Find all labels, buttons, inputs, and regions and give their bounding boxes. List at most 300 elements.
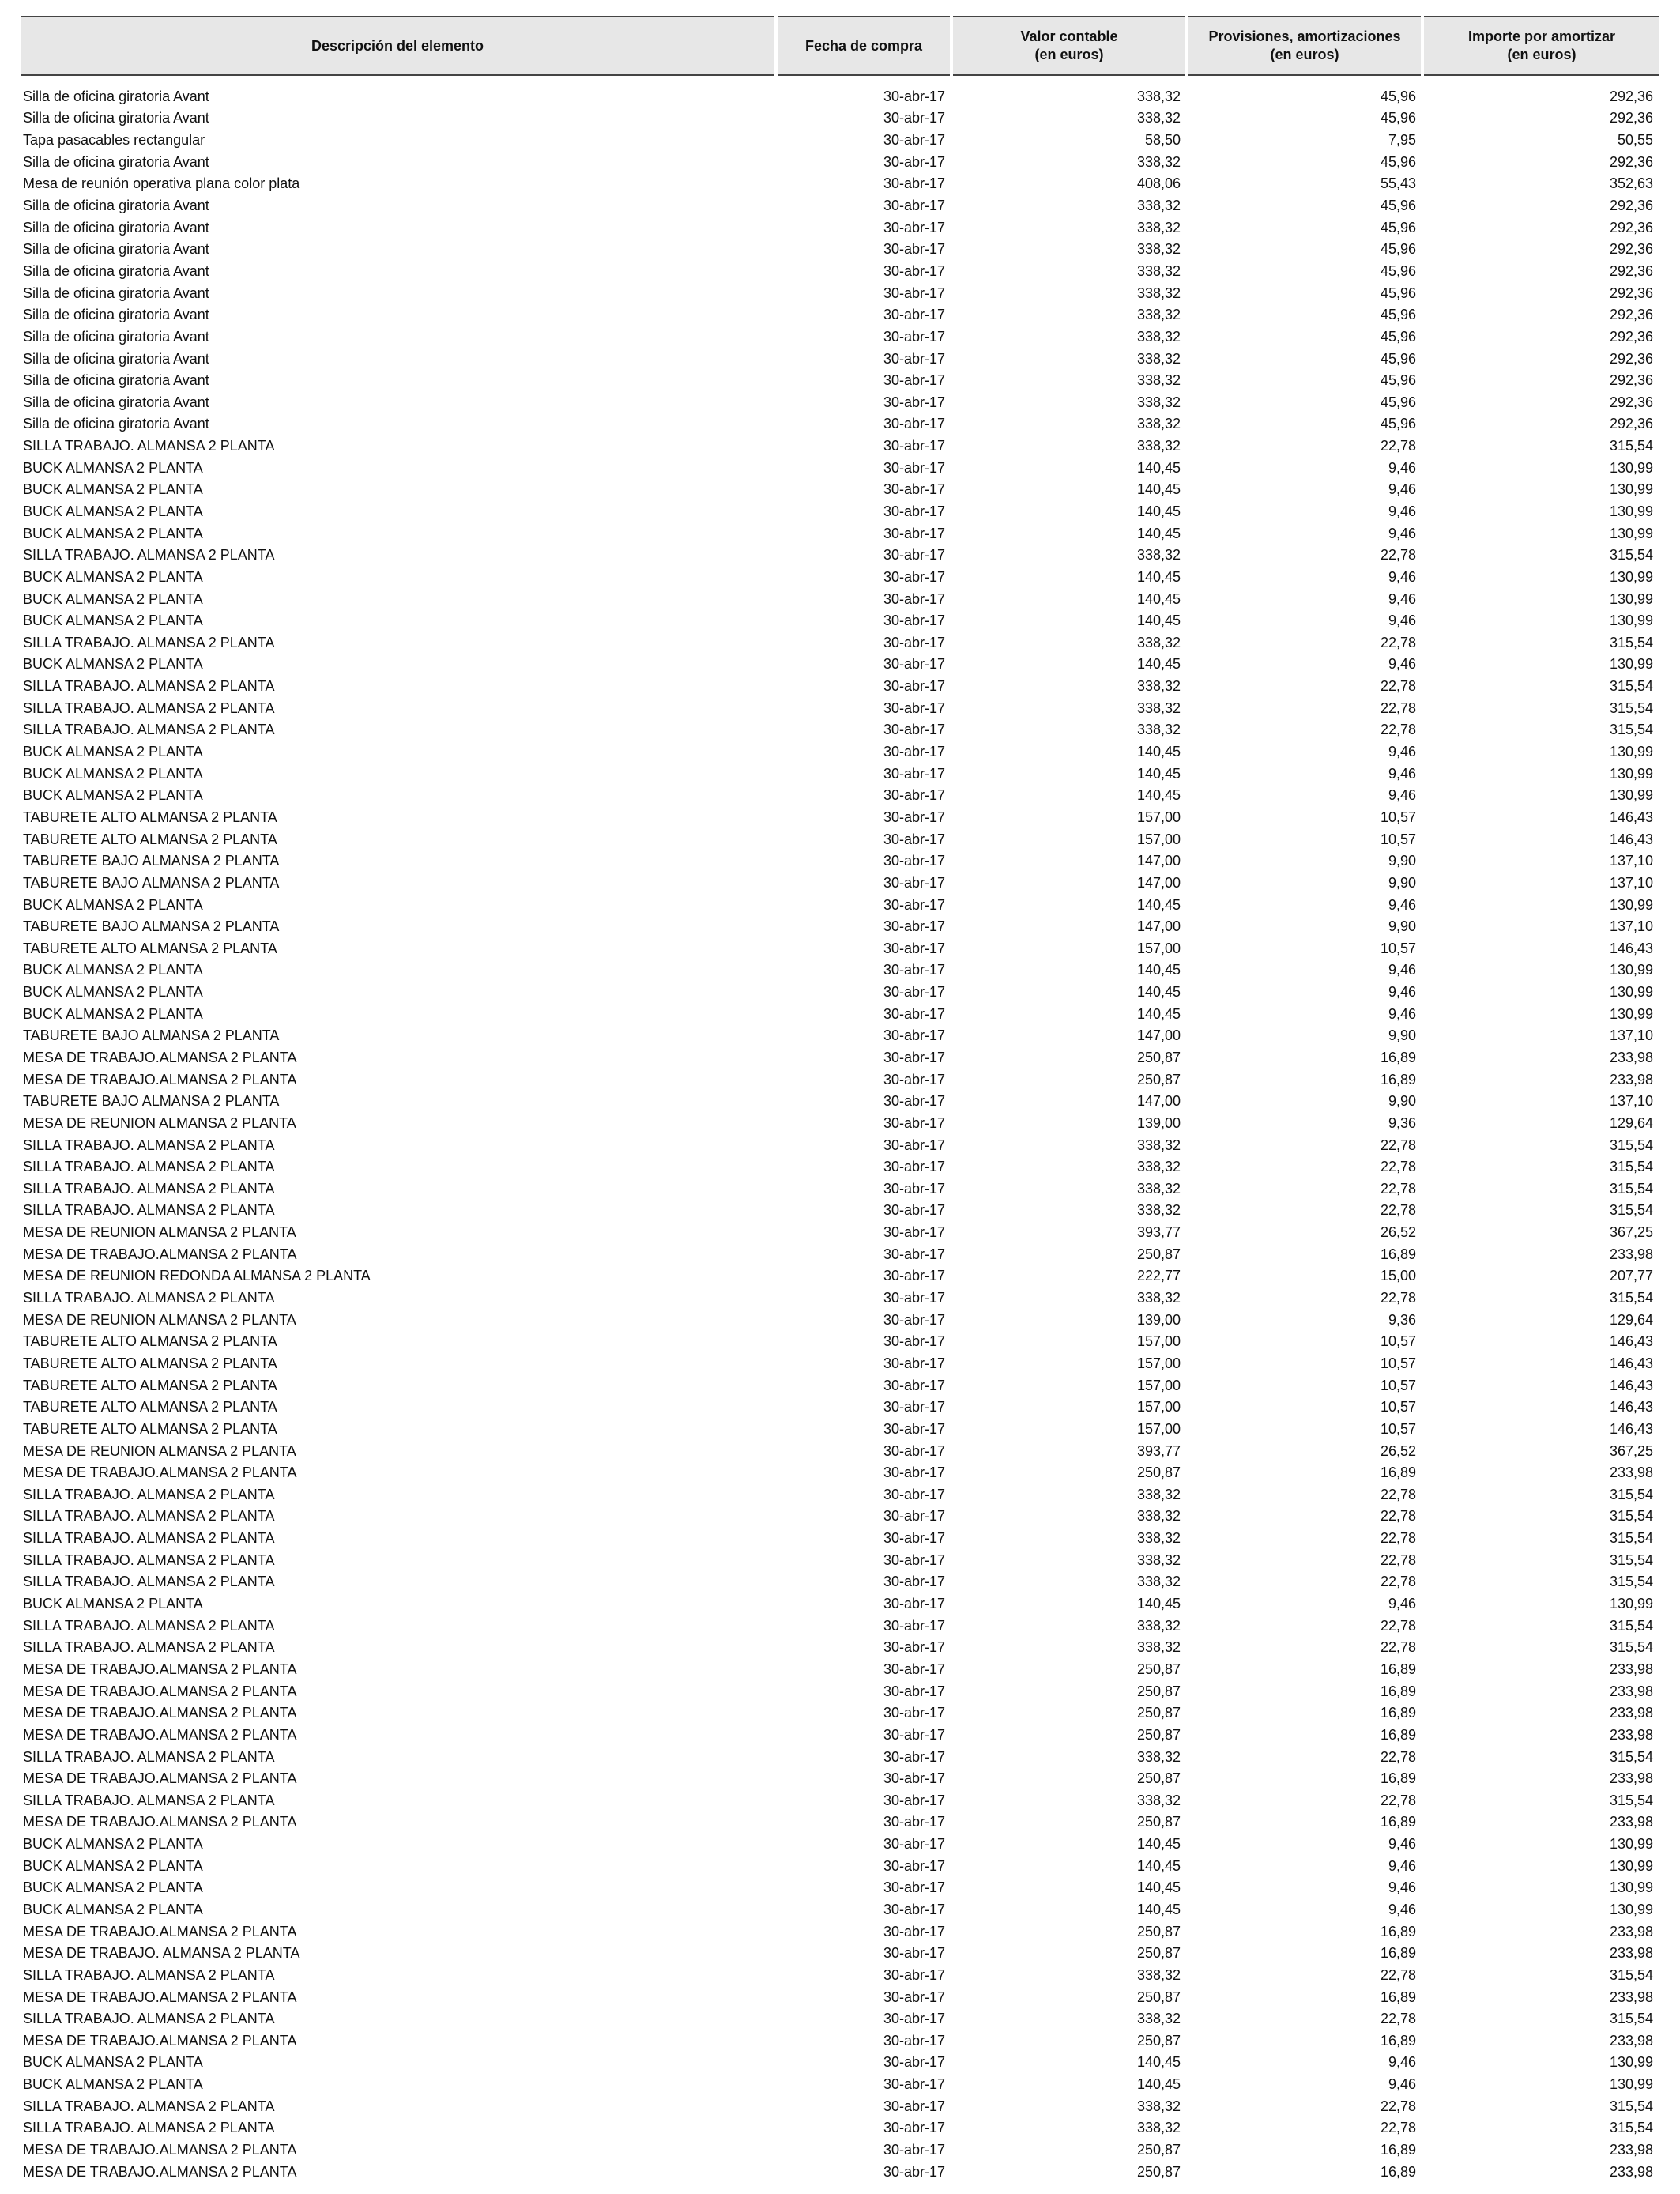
table-row — [21, 1855, 1659, 1877]
cell-amount-to-amortize: 130,99 — [1609, 787, 1653, 804]
cell-amount-to-amortize: 315,54 — [1609, 1508, 1653, 1525]
cell-provisions: 22,78 — [1380, 1137, 1416, 1153]
cell-book-value: 140,45 — [1136, 590, 1181, 607]
cell-purchase-date: 30-abr-17 — [883, 1333, 945, 1350]
cell-description: Silla de oficina giratoria Avant — [23, 372, 209, 389]
cell-purchase-date: 30-abr-17 — [883, 656, 945, 673]
cell-purchase-date: 30-abr-17 — [883, 1530, 945, 1547]
cell-description: BUCK ALMANSA 2 PLANTA — [23, 1005, 203, 1022]
table-row — [21, 1549, 1659, 1571]
cell-description: SILLA TRABAJO. ALMANSA 2 PLANTA — [23, 699, 275, 716]
cell-description: MESA DE TRABAJO.ALMANSA 2 PLANTA — [23, 1989, 297, 2005]
cell-purchase-date: 30-abr-17 — [883, 1050, 945, 1065]
cell-provisions: 45,96 — [1380, 328, 1416, 345]
cell-book-value: 140,45 — [1136, 765, 1181, 782]
cell-description: Silla de oficina giratoria Avant — [23, 416, 209, 432]
table-row — [21, 1942, 1659, 1964]
cell-provisions: 45,96 — [1380, 394, 1416, 410]
cell-amount-to-amortize: 130,99 — [1609, 590, 1653, 607]
cell-book-value: 250,87 — [1136, 1989, 1181, 2005]
table-row — [21, 1069, 1659, 1091]
cell-description: SILLA TRABAJO. ALMANSA 2 PLANTA — [23, 547, 275, 564]
cell-provisions: 10,57 — [1380, 1355, 1416, 1371]
cell-amount-to-amortize: 146,43 — [1609, 831, 1653, 847]
cell-description: BUCK ALMANSA 2 PLANTA — [23, 656, 203, 673]
cell-description: SILLA TRABAJO. ALMANSA 2 PLANTA — [23, 1180, 275, 1197]
cell-provisions: 9,46 — [1388, 2076, 1416, 2093]
cell-description: TABURETE ALTO ALMANSA 2 PLANTA — [23, 1420, 277, 1437]
table-row — [21, 238, 1659, 260]
cell-book-value: 338,32 — [1136, 1748, 1181, 1765]
cell-provisions: 9,46 — [1388, 503, 1416, 519]
cell-description: MESA DE TRABAJO.ALMANSA 2 PLANTA — [23, 1050, 297, 1065]
cell-provisions: 9,46 — [1388, 590, 1416, 607]
cell-purchase-date: 30-abr-17 — [883, 132, 945, 149]
cell-purchase-date: 30-abr-17 — [883, 1551, 945, 1568]
cell-book-value: 338,32 — [1136, 1551, 1181, 1568]
table-row — [21, 1877, 1659, 1899]
cell-book-value: 140,45 — [1136, 613, 1181, 629]
cell-purchase-date: 30-abr-17 — [883, 2032, 945, 2049]
table-row — [21, 2007, 1659, 2030]
cell-book-value: 338,32 — [1136, 1180, 1181, 1197]
cell-provisions: 16,89 — [1380, 2163, 1416, 2180]
table-row — [21, 1658, 1659, 1680]
cell-purchase-date: 30-abr-17 — [883, 1617, 945, 1634]
cell-book-value: 140,45 — [1136, 1901, 1181, 1917]
cell-provisions: 22,78 — [1380, 1202, 1416, 1219]
cell-amount-to-amortize: 130,99 — [1609, 503, 1653, 519]
cell-book-value: 338,32 — [1136, 2098, 1181, 2114]
cell-provisions: 9,90 — [1388, 853, 1416, 869]
cell-purchase-date: 30-abr-17 — [883, 547, 945, 564]
cell-book-value: 140,45 — [1136, 656, 1181, 673]
cell-description: TABURETE BAJO ALMANSA 2 PLANTA — [23, 1027, 280, 1044]
cell-provisions: 45,96 — [1380, 372, 1416, 389]
cell-purchase-date: 30-abr-17 — [883, 2076, 945, 2093]
cell-description: MESA DE TRABAJO.ALMANSA 2 PLANTA — [23, 1814, 297, 1830]
cell-provisions: 9,46 — [1388, 787, 1416, 804]
cell-amount-to-amortize: 292,36 — [1609, 328, 1653, 345]
cell-provisions: 22,78 — [1380, 1617, 1416, 1634]
cell-purchase-date: 30-abr-17 — [883, 568, 945, 585]
table-row — [21, 915, 1659, 937]
cell-book-value: 157,00 — [1136, 1399, 1181, 1416]
cell-purchase-date: 30-abr-17 — [883, 2011, 945, 2027]
cell-description: TABURETE ALTO ALMANSA 2 PLANTA — [23, 1377, 277, 1393]
cell-book-value: 338,32 — [1136, 1137, 1181, 1153]
cell-description: BUCK ALMANSA 2 PLANTA — [23, 744, 203, 760]
cell-purchase-date: 30-abr-17 — [883, 2120, 945, 2136]
cell-amount-to-amortize: 146,43 — [1609, 940, 1653, 956]
cell-purchase-date: 30-abr-17 — [883, 219, 945, 236]
cell-provisions: 9,46 — [1388, 1836, 1416, 1853]
cell-provisions: 22,78 — [1380, 699, 1416, 716]
cell-amount-to-amortize: 130,99 — [1609, 744, 1653, 760]
cell-provisions: 16,89 — [1380, 1071, 1416, 1088]
cell-description: BUCK ALMANSA 2 PLANTA — [23, 984, 203, 1001]
cell-provisions: 16,89 — [1380, 2032, 1416, 2049]
cell-amount-to-amortize: 233,98 — [1609, 2032, 1653, 2049]
cell-provisions: 26,52 — [1380, 1442, 1416, 1459]
table-row — [21, 828, 1659, 850]
cell-amount-to-amortize: 315,54 — [1609, 1966, 1653, 1983]
table-row — [21, 806, 1659, 828]
cell-provisions: 9,46 — [1388, 896, 1416, 913]
table-row — [21, 785, 1659, 807]
cell-description: MESA DE TRABAJO.ALMANSA 2 PLANTA — [23, 1465, 297, 1481]
table-row — [21, 1090, 1659, 1112]
cell-amount-to-amortize: 292,36 — [1609, 198, 1653, 214]
table-row — [21, 654, 1659, 676]
cell-description: MESA DE REUNION REDONDA ALMANSA 2 PLANTA — [23, 1268, 371, 1284]
cell-book-value: 139,00 — [1136, 1114, 1181, 1131]
cell-book-value: 250,87 — [1136, 2032, 1181, 2049]
cell-amount-to-amortize: 146,43 — [1609, 1420, 1653, 1437]
table-row — [21, 1767, 1659, 1789]
cell-amount-to-amortize: 130,99 — [1609, 1596, 1653, 1612]
cell-provisions: 16,89 — [1380, 1989, 1416, 2005]
cell-provisions: 16,89 — [1380, 1923, 1416, 1940]
cell-purchase-date: 30-abr-17 — [883, 1683, 945, 1699]
cell-description: MESA DE TRABAJO.ALMANSA 2 PLANTA — [23, 2142, 297, 2158]
table-row — [21, 1396, 1659, 1418]
cell-book-value: 147,00 — [1136, 874, 1181, 891]
table-row — [21, 326, 1659, 348]
cell-book-value: 338,32 — [1136, 1290, 1181, 1306]
cell-description: BUCK ALMANSA 2 PLANTA — [23, 613, 203, 629]
cell-purchase-date: 30-abr-17 — [883, 153, 945, 170]
table-row — [21, 1418, 1659, 1440]
cell-description: Silla de oficina giratoria Avant — [23, 198, 209, 214]
cell-description: BUCK ALMANSA 2 PLANTA — [23, 1836, 203, 1853]
cell-amount-to-amortize: 233,98 — [1609, 1246, 1653, 1262]
table-row — [21, 1352, 1659, 1374]
table-row — [21, 1746, 1659, 1768]
cell-book-value: 250,87 — [1136, 1465, 1181, 1481]
cell-purchase-date: 30-abr-17 — [883, 110, 945, 126]
table-row — [21, 1243, 1659, 1265]
table-row — [21, 544, 1659, 566]
cell-purchase-date: 30-abr-17 — [883, 285, 945, 301]
table-row — [21, 1833, 1659, 1855]
table-row — [21, 2095, 1659, 2117]
cell-description: MESA DE TRABAJO.ALMANSA 2 PLANTA — [23, 1683, 297, 1699]
cell-provisions: 10,57 — [1380, 1399, 1416, 1416]
table-row — [21, 129, 1659, 151]
cell-book-value: 338,32 — [1136, 1508, 1181, 1525]
cell-amount-to-amortize: 129,64 — [1609, 1114, 1653, 1131]
cell-description: TABURETE ALTO ALMANSA 2 PLANTA — [23, 1355, 277, 1371]
cell-purchase-date: 30-abr-17 — [883, 1792, 945, 1808]
cell-description: Tapa pasacables rectangular — [23, 132, 205, 149]
cell-description: SILLA TRABAJO. ALMANSA 2 PLANTA — [23, 1486, 275, 1502]
cell-book-value: 140,45 — [1136, 503, 1181, 519]
cell-purchase-date: 30-abr-17 — [883, 1770, 945, 1787]
cell-book-value: 338,32 — [1136, 307, 1181, 323]
cell-purchase-date: 30-abr-17 — [883, 438, 945, 454]
cell-book-value: 250,87 — [1136, 1770, 1181, 1787]
cell-provisions: 16,89 — [1380, 1726, 1416, 1743]
cell-amount-to-amortize: 233,98 — [1609, 1071, 1653, 1088]
cell-description: Silla de oficina giratoria Avant — [23, 153, 209, 170]
cell-purchase-date: 30-abr-17 — [883, 1071, 945, 1088]
cell-description: BUCK ALMANSA 2 PLANTA — [23, 459, 203, 476]
cell-amount-to-amortize: 146,43 — [1609, 1377, 1653, 1393]
cell-amount-to-amortize: 233,98 — [1609, 1050, 1653, 1065]
cell-description: SILLA TRABAJO. ALMANSA 2 PLANTA — [23, 1508, 275, 1525]
cell-provisions: 9,36 — [1388, 1114, 1416, 1131]
cell-provisions: 45,96 — [1380, 262, 1416, 279]
cell-purchase-date: 30-abr-17 — [883, 503, 945, 519]
cell-description: TABURETE BAJO ALMANSA 2 PLANTA — [23, 1093, 280, 1110]
cell-purchase-date: 30-abr-17 — [883, 1377, 945, 1393]
cell-amount-to-amortize: 292,36 — [1609, 241, 1653, 258]
cell-book-value: 140,45 — [1136, 1836, 1181, 1853]
cell-description: SILLA TRABAJO. ALMANSA 2 PLANTA — [23, 1792, 275, 1808]
cell-description: BUCK ALMANSA 2 PLANTA — [23, 525, 203, 541]
cell-description: BUCK ALMANSA 2 PLANTA — [23, 765, 203, 782]
cell-provisions: 16,89 — [1380, 1246, 1416, 1262]
cell-provisions: 9,46 — [1388, 984, 1416, 1001]
table-row — [21, 1046, 1659, 1069]
table-row — [21, 719, 1659, 741]
cell-amount-to-amortize: 315,54 — [1609, 2120, 1653, 2136]
cell-amount-to-amortize: 130,99 — [1609, 481, 1653, 498]
cell-description: SILLA TRABAJO. ALMANSA 2 PLANTA — [23, 1617, 275, 1634]
cell-amount-to-amortize: 315,54 — [1609, 1486, 1653, 1502]
cell-description: Silla de oficina giratoria Avant — [23, 219, 209, 236]
cell-description: BUCK ALMANSA 2 PLANTA — [23, 896, 203, 913]
cell-book-value: 58,50 — [1144, 132, 1181, 149]
cell-purchase-date: 30-abr-17 — [883, 1268, 945, 1284]
table-row — [21, 872, 1659, 894]
cell-description: MESA DE TRABAJO.ALMANSA 2 PLANTA — [23, 1246, 297, 1262]
table-row — [21, 1636, 1659, 1658]
cell-provisions: 22,78 — [1380, 722, 1416, 738]
cell-provisions: 9,46 — [1388, 744, 1416, 760]
cell-amount-to-amortize: 130,99 — [1609, 1005, 1653, 1022]
cell-description: TABURETE BAJO ALMANSA 2 PLANTA — [23, 874, 280, 891]
cell-provisions: 45,96 — [1380, 416, 1416, 432]
cell-purchase-date: 30-abr-17 — [883, 328, 945, 345]
cell-provisions: 45,96 — [1380, 285, 1416, 301]
cell-amount-to-amortize: 137,10 — [1609, 853, 1653, 869]
cell-provisions: 9,46 — [1388, 1901, 1416, 1917]
cell-book-value: 338,32 — [1136, 241, 1181, 258]
table-row — [21, 1615, 1659, 1637]
cell-provisions: 22,78 — [1380, 2120, 1416, 2136]
cell-amount-to-amortize: 315,54 — [1609, 438, 1653, 454]
cell-provisions: 45,96 — [1380, 88, 1416, 104]
cell-provisions: 22,78 — [1380, 678, 1416, 695]
table-row — [21, 2073, 1659, 2095]
cell-purchase-date: 30-abr-17 — [883, 241, 945, 258]
cell-amount-to-amortize: 367,25 — [1609, 1442, 1653, 1459]
cell-amount-to-amortize: 233,98 — [1609, 1661, 1653, 1677]
cell-amount-to-amortize: 130,99 — [1609, 984, 1653, 1001]
cell-book-value: 140,45 — [1136, 1005, 1181, 1022]
cell-amount-to-amortize: 130,99 — [1609, 459, 1653, 476]
table-row — [21, 937, 1659, 959]
cell-provisions: 45,96 — [1380, 350, 1416, 367]
cell-description: BUCK ALMANSA 2 PLANTA — [23, 568, 203, 585]
table-row — [21, 457, 1659, 479]
cell-book-value: 140,45 — [1136, 525, 1181, 541]
cell-provisions: 9,90 — [1388, 874, 1416, 891]
table-row — [21, 741, 1659, 763]
cell-purchase-date: 30-abr-17 — [883, 1879, 945, 1896]
cell-provisions: 9,46 — [1388, 525, 1416, 541]
cell-book-value: 338,32 — [1136, 1966, 1181, 1983]
cell-purchase-date: 30-abr-17 — [883, 1989, 945, 2005]
cell-amount-to-amortize: 233,98 — [1609, 1683, 1653, 1699]
cell-amount-to-amortize: 130,99 — [1609, 2076, 1653, 2093]
cell-provisions: 9,46 — [1388, 765, 1416, 782]
cell-description: BUCK ALMANSA 2 PLANTA — [23, 481, 203, 498]
cell-book-value: 338,32 — [1136, 198, 1181, 214]
cell-amount-to-amortize: 292,36 — [1609, 307, 1653, 323]
cell-provisions: 9,90 — [1388, 1027, 1416, 1044]
cell-purchase-date: 30-abr-17 — [883, 809, 945, 825]
cell-amount-to-amortize: 315,54 — [1609, 1530, 1653, 1547]
cell-description: TABURETE BAJO ALMANSA 2 PLANTA — [23, 853, 280, 869]
cell-amount-to-amortize: 233,98 — [1609, 1945, 1653, 1962]
cell-amount-to-amortize: 50,55 — [1617, 132, 1653, 149]
cell-book-value: 250,87 — [1136, 1923, 1181, 1940]
cell-book-value: 338,32 — [1136, 699, 1181, 716]
table-row — [21, 85, 1659, 107]
cell-description: SILLA TRABAJO. ALMANSA 2 PLANTA — [23, 1137, 275, 1153]
cell-book-value: 140,45 — [1136, 787, 1181, 804]
cell-purchase-date: 30-abr-17 — [883, 1246, 945, 1262]
table-row — [21, 173, 1659, 195]
cell-description: BUCK ALMANSA 2 PLANTA — [23, 503, 203, 519]
cell-provisions: 45,96 — [1380, 241, 1416, 258]
cell-description: SILLA TRABAJO. ALMANSA 2 PLANTA — [23, 438, 275, 454]
table-row — [21, 282, 1659, 304]
cell-purchase-date: 30-abr-17 — [883, 394, 945, 410]
table-row — [21, 500, 1659, 522]
cell-description: BUCK ALMANSA 2 PLANTA — [23, 962, 203, 978]
cell-amount-to-amortize: 292,36 — [1609, 262, 1653, 279]
cell-amount-to-amortize: 292,36 — [1609, 88, 1653, 104]
cell-description: TABURETE ALTO ALMANSA 2 PLANTA — [23, 831, 277, 847]
table-row — [21, 1593, 1659, 1615]
cell-amount-to-amortize: 207,77 — [1609, 1268, 1653, 1284]
cell-provisions: 9,46 — [1388, 459, 1416, 476]
cell-book-value: 338,32 — [1136, 678, 1181, 695]
cell-provisions: 45,96 — [1380, 307, 1416, 323]
cell-amount-to-amortize: 315,54 — [1609, 1180, 1653, 1197]
cell-book-value: 338,32 — [1136, 438, 1181, 454]
cell-purchase-date: 30-abr-17 — [883, 1093, 945, 1110]
table-row — [21, 609, 1659, 631]
table-row — [21, 850, 1659, 872]
cell-description: BUCK ALMANSA 2 PLANTA — [23, 1857, 203, 1874]
table-row — [21, 763, 1659, 785]
table-row — [21, 1506, 1659, 1528]
table-row — [21, 1200, 1659, 1222]
cell-purchase-date: 30-abr-17 — [883, 1661, 945, 1677]
cell-book-value: 147,00 — [1136, 1027, 1181, 1044]
cell-purchase-date: 30-abr-17 — [883, 1202, 945, 1219]
cell-amount-to-amortize: 130,99 — [1609, 568, 1653, 585]
cell-description: MESA DE TRABAJO.ALMANSA 2 PLANTA — [23, 1661, 297, 1677]
cell-description: TABURETE ALTO ALMANSA 2 PLANTA — [23, 940, 277, 956]
table-row — [21, 348, 1659, 370]
cell-purchase-date: 30-abr-17 — [883, 307, 945, 323]
column-header-description: Descripción del elemento — [21, 17, 776, 75]
cell-book-value: 140,45 — [1136, 1596, 1181, 1612]
cell-amount-to-amortize: 130,99 — [1609, 2054, 1653, 2071]
cell-amount-to-amortize: 315,54 — [1609, 1617, 1653, 1634]
cell-description: SILLA TRABAJO. ALMANSA 2 PLANTA — [23, 722, 275, 738]
table-row — [21, 413, 1659, 435]
cell-purchase-date: 30-abr-17 — [883, 678, 945, 695]
cell-amount-to-amortize: 129,64 — [1609, 1311, 1653, 1328]
cell-book-value: 140,45 — [1136, 744, 1181, 760]
cell-provisions: 16,89 — [1380, 1814, 1416, 1830]
cell-purchase-date: 30-abr-17 — [883, 787, 945, 804]
cell-description: BUCK ALMANSA 2 PLANTA — [23, 590, 203, 607]
cell-book-value: 338,32 — [1136, 547, 1181, 564]
cell-purchase-date: 30-abr-17 — [883, 350, 945, 367]
cell-book-value: 157,00 — [1136, 809, 1181, 825]
cell-purchase-date: 30-abr-17 — [883, 1355, 945, 1371]
column-header-provisions: Provisiones, amortizaciones (en euros) — [1187, 17, 1422, 75]
table-row — [21, 1702, 1659, 1724]
cell-description: SILLA TRABAJO. ALMANSA 2 PLANTA — [23, 2011, 275, 2027]
cell-provisions: 22,78 — [1380, 1290, 1416, 1306]
cell-description: BUCK ALMANSA 2 PLANTA — [23, 787, 203, 804]
cell-provisions: 16,89 — [1380, 1683, 1416, 1699]
table-row — [21, 369, 1659, 391]
cell-provisions: 22,78 — [1380, 1639, 1416, 1656]
cell-amount-to-amortize: 315,54 — [1609, 678, 1653, 695]
cell-purchase-date: 30-abr-17 — [883, 1923, 945, 1940]
cell-book-value: 250,87 — [1136, 1945, 1181, 1962]
cell-provisions: 22,78 — [1380, 1508, 1416, 1525]
table-row — [21, 194, 1659, 217]
cell-purchase-date: 30-abr-17 — [883, 1005, 945, 1022]
cell-description: SILLA TRABAJO. ALMANSA 2 PLANTA — [23, 1551, 275, 1568]
document-page — [21, 16, 1659, 2183]
table-row — [21, 151, 1659, 173]
cell-purchase-date: 30-abr-17 — [883, 1180, 945, 1197]
table-row — [21, 981, 1659, 1003]
cell-book-value: 250,87 — [1136, 2142, 1181, 2158]
table-row — [21, 391, 1659, 413]
cell-description: Silla de oficina giratoria Avant — [23, 307, 209, 323]
table-row — [21, 1811, 1659, 1834]
cell-purchase-date: 30-abr-17 — [883, 1442, 945, 1459]
cell-amount-to-amortize: 146,43 — [1609, 1355, 1653, 1371]
cell-book-value: 250,87 — [1136, 1050, 1181, 1065]
cell-provisions: 7,95 — [1388, 132, 1416, 149]
table-row — [21, 588, 1659, 610]
cell-book-value: 338,32 — [1136, 2120, 1181, 2136]
cell-purchase-date: 30-abr-17 — [883, 1836, 945, 1853]
cell-provisions: 9,46 — [1388, 1596, 1416, 1612]
cell-purchase-date: 30-abr-17 — [883, 765, 945, 782]
cell-amount-to-amortize: 292,36 — [1609, 110, 1653, 126]
table-row — [21, 566, 1659, 588]
table-row — [21, 303, 1659, 326]
cell-book-value: 157,00 — [1136, 940, 1181, 956]
cell-amount-to-amortize: 315,54 — [1609, 699, 1653, 716]
cell-book-value: 338,32 — [1136, 110, 1181, 126]
